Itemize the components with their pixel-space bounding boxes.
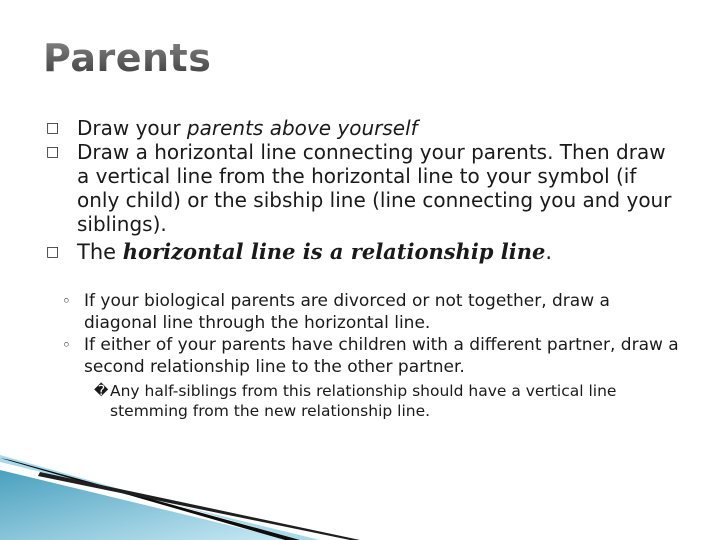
subsub-bullet-text: Any half-siblings from this relationship should have a vertical line stemming from the new relationship line. — [110, 382, 617, 420]
sub-bullet-text: If your biological parents are divorced or not together, draw a diagonal line through the horizontal line. — [84, 291, 610, 333]
bullet-box-icon: □ — [46, 120, 60, 136]
bullet-text: The — [77, 240, 123, 264]
circle-bullet-icon: ◦ — [62, 292, 71, 310]
bullet-box-icon: □ — [46, 144, 60, 160]
bullet-text: Draw your — [77, 116, 187, 140]
sub-bullet-text: If either of your parents have children with a different partner, draw a second relationship line to the other partner. — [84, 335, 679, 377]
bullet-text: Draw a horizontal line connecting your parents. Then draw a vertical line from the horizontal line to your symbol (if only child) or the sibship line (line connecting you and your siblings). — [77, 140, 672, 236]
replacement-char-icon: � — [94, 383, 109, 399]
bullet-emphasis: horizontal line is a relationship line — [122, 239, 546, 264]
slide-title: Parents — [43, 36, 212, 80]
bullet-emphasis: parents above yourself — [186, 116, 418, 140]
bullet-box-icon: □ — [46, 244, 60, 260]
circle-bullet-icon: ◦ — [62, 336, 71, 354]
bullet-suffix: . — [545, 240, 553, 264]
swoosh-light — [0, 470, 290, 540]
